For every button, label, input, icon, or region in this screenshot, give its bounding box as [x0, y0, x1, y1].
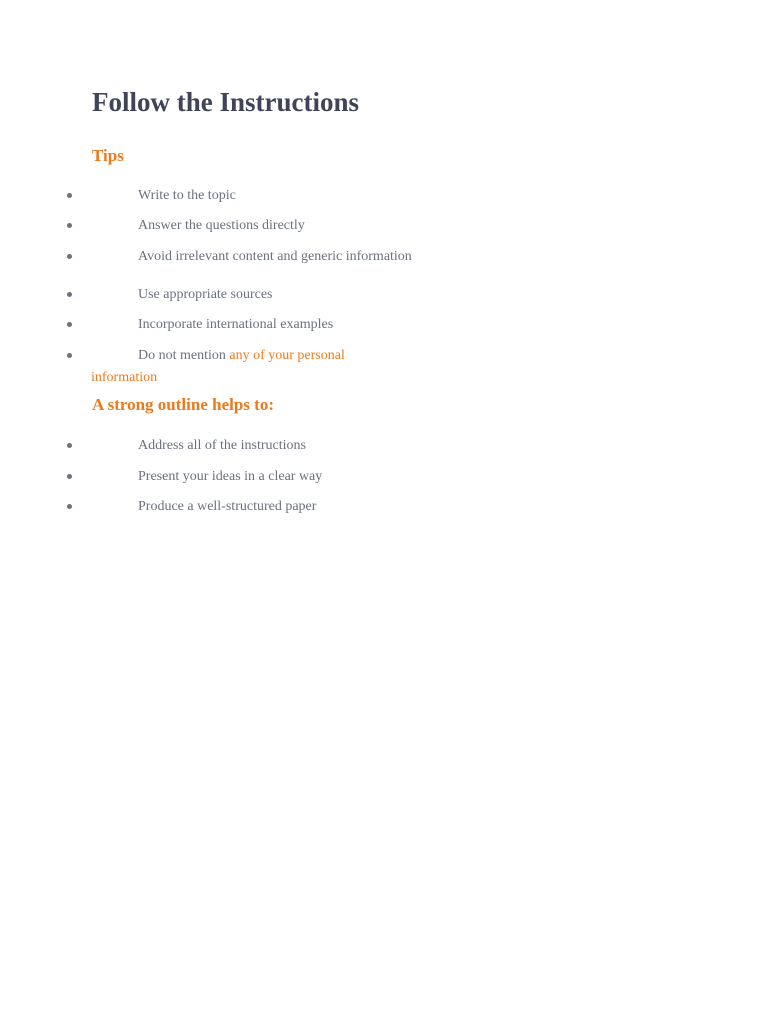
bullet-icon [67, 443, 72, 448]
list-item-text: Use appropriate sources [138, 287, 273, 302]
list-item [0, 246, 768, 268]
bullet-icon [67, 292, 72, 297]
list-item-text: Write to the topic [138, 188, 236, 203]
tips-heading: Tips [92, 146, 124, 165]
outline-heading: A strong outline helps to: [92, 395, 274, 414]
list-item [0, 314, 768, 336]
list-item-text: Incorporate international examples [138, 317, 334, 332]
list-item [0, 466, 768, 488]
bullet-icon [67, 322, 72, 327]
list-item-prefix: Do not mention [138, 348, 230, 363]
page-title: Follow the Instructions [92, 87, 360, 117]
bullet-icon [67, 353, 72, 358]
list-item [0, 284, 768, 306]
list-item [0, 215, 768, 237]
list-item-text: Answer the questions directly [138, 218, 305, 233]
list-item-text: Present your ideas in a clear way [138, 469, 323, 484]
list-item-personal-info [0, 345, 768, 385]
list-item-text [138, 345, 345, 367]
bullet-icon [67, 223, 72, 228]
list-item-text: Avoid irrelevant content and generic information [138, 249, 412, 264]
list-item-text: Produce a well-structured paper [138, 499, 317, 514]
highlighted-text: any of your personal [229, 348, 345, 363]
list-item [0, 496, 768, 518]
bullet-icon [67, 504, 72, 509]
bullet-icon [67, 193, 72, 198]
list-item [0, 185, 768, 207]
bullet-icon [67, 254, 72, 259]
list-item-text: Address all of the instructions [138, 438, 306, 453]
bullet-icon [67, 474, 72, 479]
list-item [0, 435, 768, 457]
highlighted-text-continuation: information [91, 370, 158, 385]
